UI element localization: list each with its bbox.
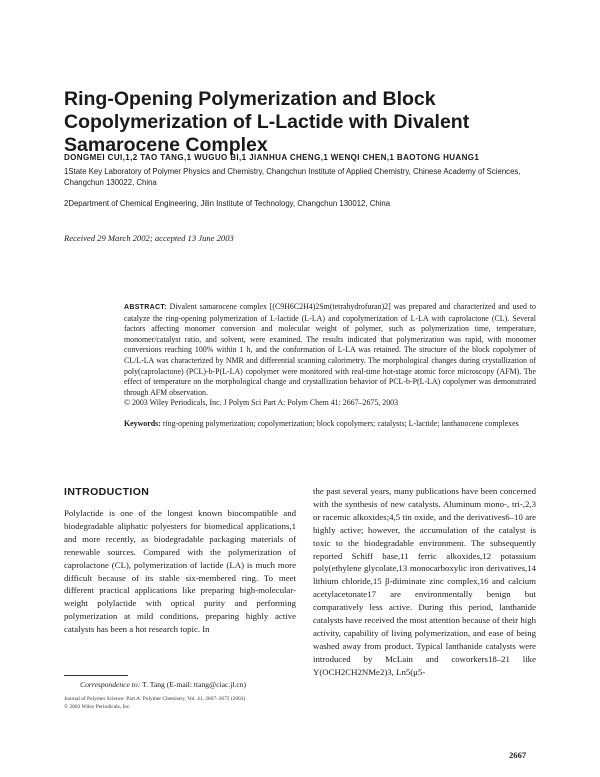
received-dates: Received 29 March 2002; accepted 13 June 2003: [64, 233, 234, 243]
footnote-rule: [64, 675, 128, 676]
body-column-left: Polylactide is one of the longest known biocompatible and biodegradable aliphatic polyesters for biomedical applications,1 and more recently, as biodegradable packaging materials of renewable sources. Compared with the polymerization of caprolactone (CL), polymerization of lactide (LA) is much more difficult because of its stable six-membered ring. To meet different practical applications like preparing high-molecular-weight polylactide with optical purity and performing polymerization at mild conditions, preparing highly active catalysts has been a hot research topic. In: [64, 508, 296, 635]
abstract: [124, 302, 536, 409]
keywords: [124, 419, 536, 430]
abstract-label: ABSTRACT:: [124, 304, 167, 311]
keywords-text: ring-opening polymerization; copolymerization; block copolymers; catalysts; L-lactide; lanthanocene complexes: [162, 419, 519, 428]
abstract-text: Divalent samarocene complex [(C9H6C2H4)2Sm(tetrahydrofuran)2] was prepared and characterized and used to catalyze the ring-opening polymerization of L-lactide (L-LA) and copolymerization of L-LA with caprolactone (CL). Several factors affecting monomer conversion and molecular weight of polymer, such as polymerization time, temperature, monomer/catalyst ratio, and solvent, were examined. The results indicated that polymerization was rapid, with monomer conversions reaching 100% within 1 h, and the conformation of L-LA was retained. The structure of the block copolymer of CL/L-LA was characterized by NMR and differential scanning calorimetry. The morphological changes during crystallization of poly(caprolactone) (PCL)-b-P(L-LA) copolymer were monitored with real-time hot-stage atomic force microscopy (AFM). The effect of temperature on the morphological change and crystallization behavior of PCL-b-P(L-LA) copolymer was demonstrated through AFM observation.: [124, 302, 536, 397]
affiliation-1: 1State Key Laboratory of Polymer Physics and Chemistry, Changchun Institute of Applied Chemistry, Chinese Academy of Sciences, Changchun 130022, China: [64, 167, 521, 187]
introduction-heading: INTRODUCTION: [64, 486, 150, 498]
journal-info: [64, 695, 304, 711]
correspondence-text: T. Tang (E-mail: ttang@ciac.jl.cn): [142, 680, 247, 689]
affiliation-2: 2Department of Chemical Engineering, Jilin Institute of Technology, Changchun 130012, China: [64, 199, 391, 208]
body-column-right: the past several years, many publications have been concerned with the synthesis of new catalysts. Aluminum mono-, tri-,2,3 or racemic alkoxides;4,5 tin oxide, and the derivatives6–10 are highly active; however, the accumulation of the catalyst is toxic to the biodegradable environment. The subsequently reported Schiff base,11 ferric alkoxides,12 potassium poly(ethylene glycolate,13 monocarboxylic iron derivatives,14 lithium chloride,15 β-diiminate zinc complex,16 and calcium acetylacetonate17 are environmentally benign but comparatively less active. During this period, lanthanide catalysts have received the most attention because of their high activity, capability of living polymerization, and ease of being washed away from product. Typical lanthanide catalysts were introduced by McLain and coworkers18–21 like Y(OCH2CH2NMe2)3, Ln5(μ5-: [313, 486, 536, 677]
journal-citation: Journal of Polymer Science: Part A: Polymer Chemistry, Vol. 41, 2667–2675 (2003): [64, 696, 246, 702]
journal-copyright: © 2003 Wiley Periodicals, Inc.: [64, 704, 131, 710]
correspondence-label: Correspondence to:: [80, 680, 141, 689]
keywords-label: Keywords:: [124, 419, 161, 428]
correspondence-footnote: [80, 680, 246, 689]
page-number: 2667: [509, 750, 527, 760]
author-list: DONGMEI CUI,1,2 TAO TANG,1 WUGUO BI,1 JIANHUA CHENG,1 WENQI CHEN,1 BAOTONG HUANG1: [64, 153, 480, 162]
copyright-line: © 2003 Wiley Periodicals, Inc. J Polym Sci Part A: Polym Chem 41: 2667–2675, 2003: [124, 398, 399, 408]
article-title: Ring-Opening Polymerization and Block Copolymerization of L-Lactide with Divalent Samarocene Complex: [64, 88, 470, 156]
